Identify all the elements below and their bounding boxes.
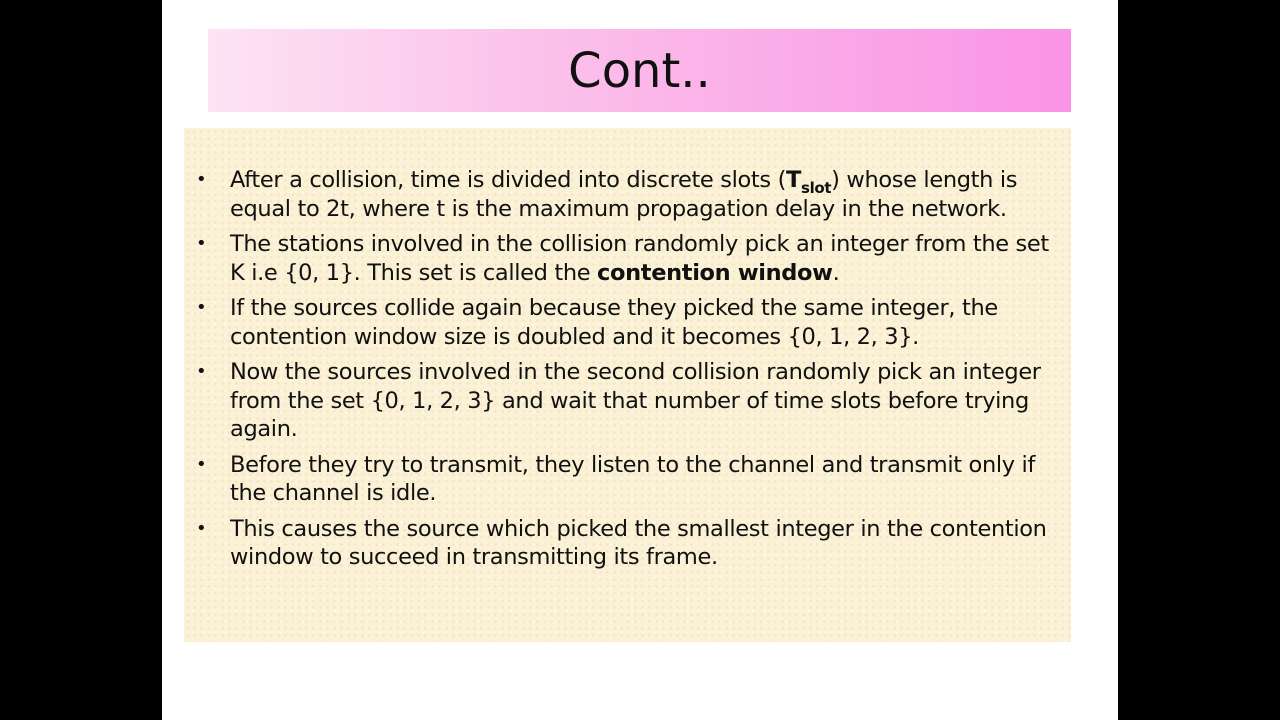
contention-window-term: contention window — [597, 259, 833, 286]
bullet-text: After a collision, time is divided into discrete slots ( — [230, 167, 786, 193]
bullet-text: If the sources collide again because they picked the same integer, the contention window size is doubled and it becomes {0, 1, 2, 3}. — [230, 295, 998, 350]
bullet-text: This causes the source which picked the smallest integer in the contention window to succeed in transmitting its frame. — [230, 515, 1047, 570]
bullet-item-1 — [196, 166, 1051, 223]
bullet-item-3 — [196, 294, 1051, 351]
bullet-item-6 — [196, 515, 1051, 572]
t-slot-subscript: slot — [801, 179, 832, 197]
slide — [162, 0, 1118, 720]
bullet-marker: • — [196, 297, 207, 318]
bullet-text: . — [832, 259, 840, 286]
content-box — [184, 128, 1071, 642]
bullet-marker: • — [196, 169, 207, 190]
bullet-text: The stations involved in the collision randomly pick an integer from the set K i.e {0, 1}. This set is called the — [230, 231, 1049, 286]
bullet-item-2 — [196, 230, 1051, 287]
bullet-marker: • — [196, 233, 207, 254]
bullet-text: Before they try to transmit, they listen to the channel and transmit only if the channel is idle. — [230, 451, 1036, 506]
slide-title: Cont.. — [568, 42, 711, 99]
bullet-text: Now the sources involved in the second collision randomly pick an integer from the set {0, 1, 2, 3} and wait that number of time slots before trying again. — [230, 359, 1041, 442]
bullet-marker: • — [196, 453, 207, 475]
bullet-item-5 — [196, 451, 1051, 508]
bullet-list — [196, 166, 1051, 572]
title-bar — [208, 29, 1071, 112]
bullet-marker: • — [196, 517, 207, 539]
bullet-marker: • — [196, 361, 207, 382]
bullet-text: ) whose length is equal to 2t, where t is the maximum propagation delay in the network. — [230, 167, 1018, 222]
bullet-item-4 — [196, 358, 1051, 444]
t-slot-symbol: T — [786, 167, 801, 193]
